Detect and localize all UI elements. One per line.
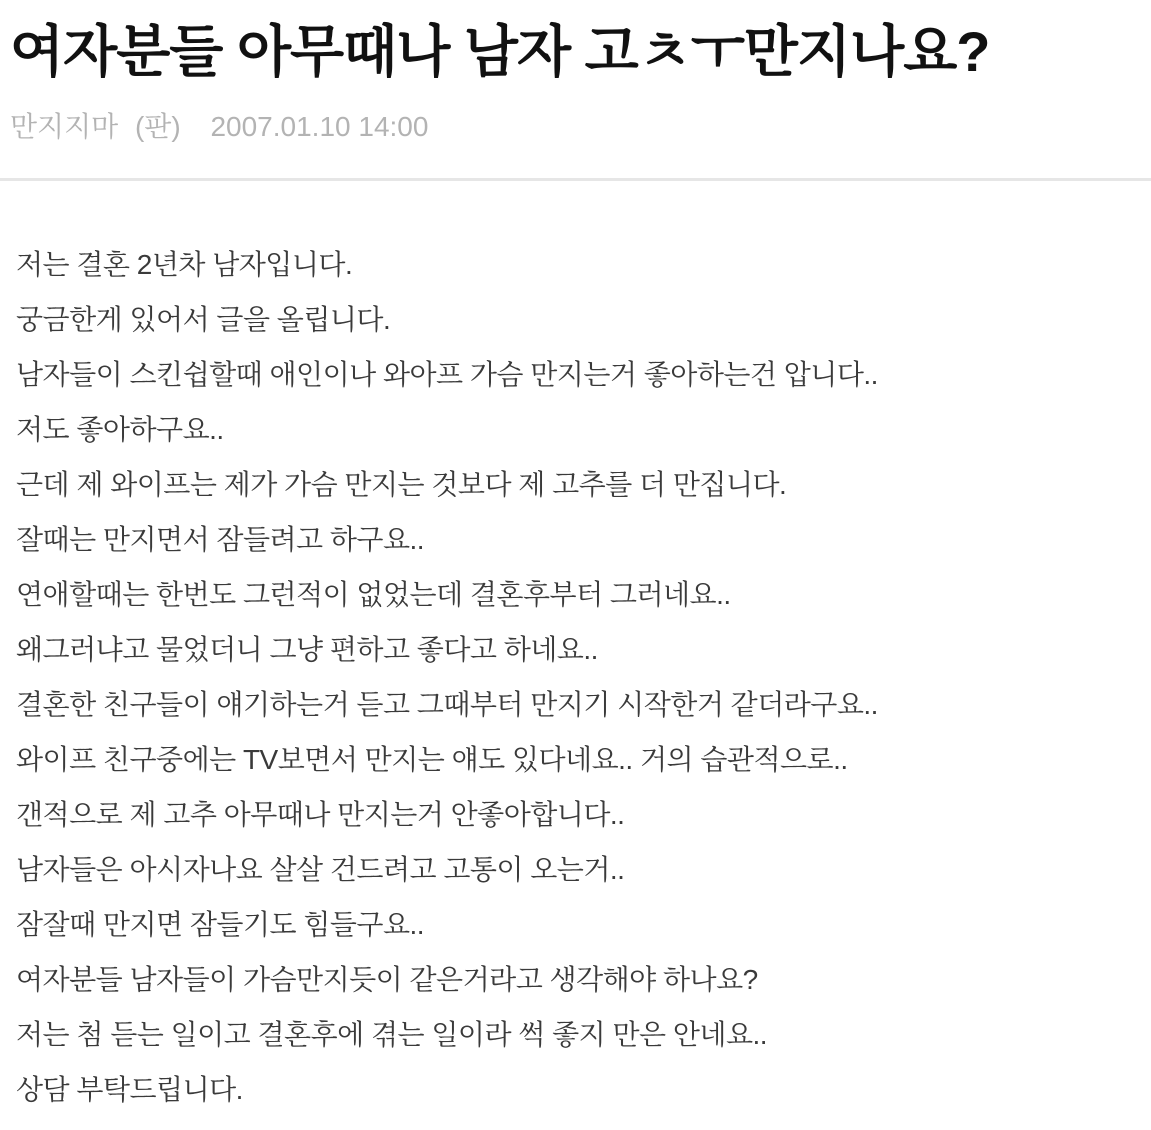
body-line: 저는 첨 듣는 일이고 결혼후에 겪는 일이라 썩 좋지 만은 안네요.. (16, 1019, 768, 1050)
body-line: 저는 결혼 2년차 남자입니다. (16, 249, 353, 280)
post-header (0, 0, 1151, 142)
body-line: 왜그러냐고 물었더니 그냥 편하고 좋다고 하네요.. (16, 634, 598, 665)
body-line: 근데 제 와이프는 제가 가슴 만지는 것보다 제 고추를 더 만집니다. (16, 469, 787, 500)
body-line: 연애할때는 한번도 그런적이 없었는데 결혼후부터 그러네요.. (16, 579, 731, 610)
post-author: 만지지마 (10, 111, 119, 142)
post-timestamp: 2007.01.10 14:00 (210, 111, 429, 142)
post-meta (10, 112, 1139, 142)
body-line: 잠잘때 만지면 잠들기도 힘들구요.. (16, 909, 425, 940)
post-body (0, 237, 1151, 1117)
body-line: 상담 부탁드립니다. (16, 1074, 243, 1105)
body-line: 와이프 친구중에는 TV보면서 만지는 얘도 있다네요.. 거의 습관적으로.. (16, 744, 848, 775)
body-line: 남자들이 스킨쉽할때 애인이나 와아프 가슴 만지는거 좋아하는건 압니다.. (16, 359, 878, 390)
body-line: 결혼한 친구들이 얘기하는거 듣고 그때부터 만지기 시작한거 같더라구요.. (16, 689, 878, 720)
body-line: 저도 좋아하구요.. (16, 414, 224, 445)
post-board-label: (판) (134, 111, 181, 142)
body-line: 여자분들 남자들이 가슴만지듯이 같은거라고 생각해야 하나요? (16, 964, 758, 995)
body-line: 잘때는 만지면서 잠들려고 하구요.. (16, 524, 425, 555)
header-divider (0, 178, 1151, 181)
body-line: 갠적으로 제 고추 아무때나 만지는거 안좋아합니다.. (16, 799, 625, 830)
page-title: 여자분들 아무때나 남자 고ㅊㅜ만지나요? (10, 20, 990, 83)
body-line: 궁금한게 있어서 글을 올립니다. (16, 304, 391, 335)
body-line: 남자들은 아시자나요 살살 건드려고 고통이 오는거.. (16, 854, 625, 885)
